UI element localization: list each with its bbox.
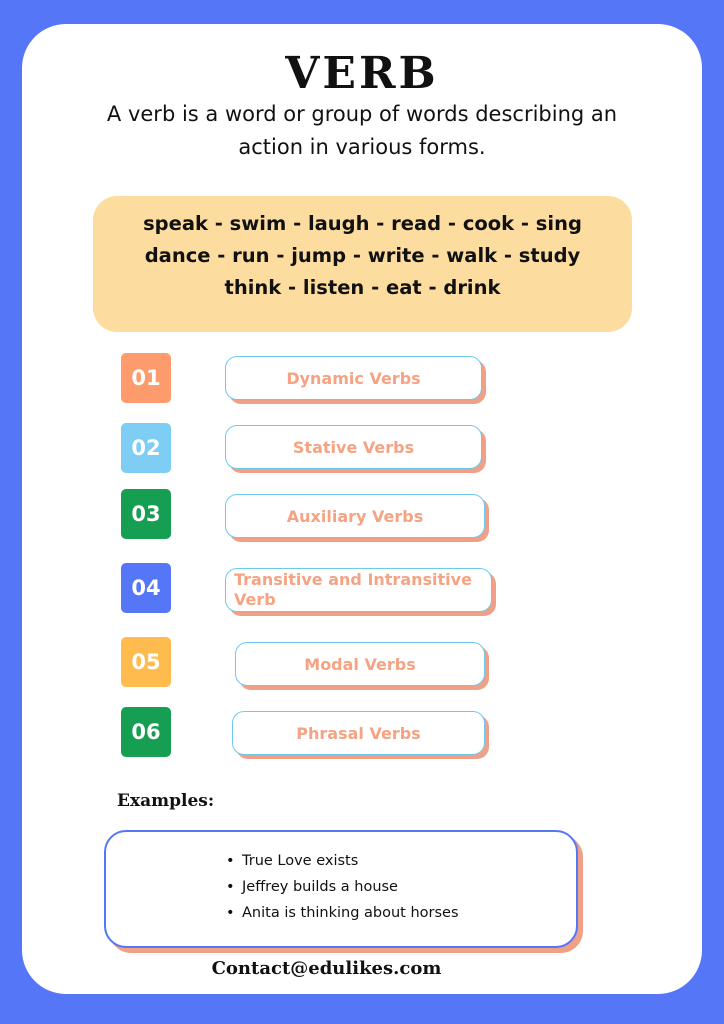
contact-email: Contact@edulikes.com [211,958,442,979]
list-item [224,900,459,926]
verb-type-phrasal: Phrasal Verbs [232,711,485,755]
page-title: VERB [285,48,439,99]
verb-type-auxiliary: Auxiliary Verbs [225,494,485,538]
verb-type-modal: Modal Verbs [235,642,485,686]
verb-type-transitive: Transitive and Intransitive Verb [225,568,492,612]
list-item [224,874,459,900]
number-badge-06: 06 [121,707,171,757]
list-item [224,848,459,874]
verb-type-dynamic: Dynamic Verbs [225,356,482,400]
number-badge-01: 01 [121,353,171,403]
bullet-icon: • [226,879,235,895]
verb-list-line: think - listen - eat - drink [224,276,501,299]
verb-list-line: dance - run - jump - write - walk - study [144,244,581,267]
number-badge-03: 03 [121,489,171,539]
examples-box [104,830,578,948]
bullet-icon: • [226,905,235,921]
verb-definition: A verb is a word or group of words describing an action in various forms. [106,102,618,159]
example-text: Jeffrey builds a house [242,879,398,895]
verb-type-stative: Stative Verbs [225,425,482,469]
verb-list-line: speak - swim - laugh - read - cook - sing [143,212,582,235]
number-badge-04: 04 [121,563,171,613]
bullet-icon: • [226,853,235,869]
examples-heading: Examples: [117,791,215,811]
example-text: Anita is thinking about horses [242,905,459,921]
examples-list [224,848,459,926]
number-badge-05: 05 [121,637,171,687]
example-text: True Love exists [242,853,359,869]
verb-examples-box [93,196,632,332]
number-badge-02: 02 [121,423,171,473]
